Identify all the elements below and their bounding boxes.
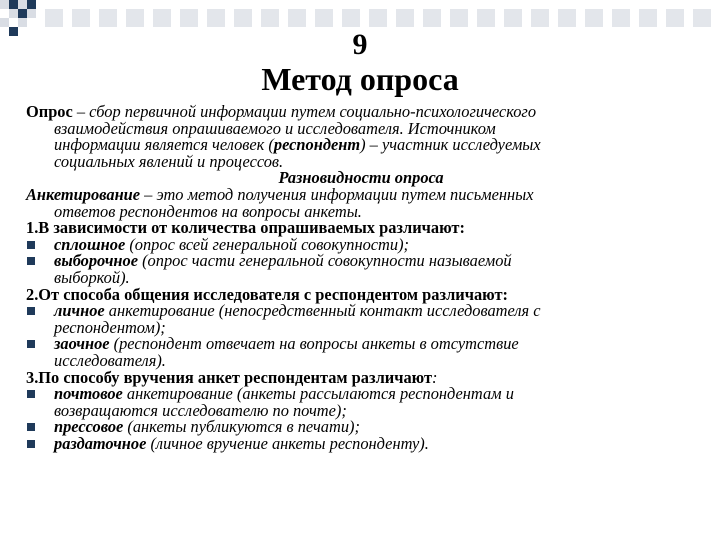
list-item bbox=[26, 253, 696, 286]
square-bullet-icon bbox=[27, 440, 35, 448]
definition-line-3a: информации является человек ( bbox=[54, 135, 274, 155]
item-text: (респондент отвечает на вопросы анкеты в отсутствие bbox=[109, 334, 519, 354]
subtitle: Разновидности опроса bbox=[278, 168, 444, 188]
list-item bbox=[26, 303, 696, 336]
section-heading-3-tail: : bbox=[432, 367, 438, 387]
definition-term: Опрос bbox=[26, 102, 73, 121]
item-text: (анкеты публикуются в печати); bbox=[123, 417, 360, 437]
questionnaire-paragraph bbox=[26, 184, 696, 221]
item-text-cont: исследователя). bbox=[54, 350, 166, 370]
item-text-cont: респондентом); bbox=[54, 317, 166, 337]
section-heading-2: 2.От способа общения исследователя с респондентом различают: bbox=[26, 284, 508, 304]
square-bullet-icon bbox=[27, 307, 35, 315]
item-term: личное bbox=[54, 301, 105, 321]
questionnaire-line-1: – это метод получения информации путем письменных bbox=[140, 184, 534, 204]
definition-line-4: социальных явлений и процессов. bbox=[54, 151, 284, 171]
item-term: прессовое bbox=[54, 417, 124, 437]
questionnaire-line-2: ответов респондентов на вопросы анкеты. bbox=[54, 201, 362, 221]
list-item bbox=[26, 433, 696, 453]
item-text-cont: возвращаются исследователю по почте); bbox=[54, 400, 347, 420]
definition-line-3b: ) – участник исследуемых bbox=[360, 135, 541, 155]
square-bullet-icon bbox=[27, 340, 35, 348]
square-bullet-icon bbox=[27, 257, 35, 265]
item-term: раздаточное bbox=[54, 433, 147, 453]
respondent-term: респондент bbox=[273, 135, 361, 155]
item-term: заочное bbox=[54, 334, 110, 354]
square-bullet-icon bbox=[27, 241, 35, 249]
section-heading-1: 1.В зависимости от количества опрашиваемых различают: bbox=[26, 218, 465, 238]
item-text: анкетирование (непосредственный контакт исследователя с bbox=[104, 301, 541, 321]
definition-paragraph bbox=[26, 104, 696, 170]
item-text: (личное вручение анкеты респонденту). bbox=[146, 433, 429, 453]
slide-number: 9 bbox=[352, 28, 368, 61]
item-text: (опрос всей генеральной совокупности); bbox=[125, 234, 410, 254]
item-term: сплошное bbox=[54, 234, 126, 254]
item-text: анкетирование (анкеты рассылаются респондентам и bbox=[122, 384, 514, 404]
list-item bbox=[26, 336, 696, 369]
item-term: выборочное bbox=[54, 251, 138, 271]
slide-title: Метод опроса bbox=[261, 61, 459, 97]
square-bullet-icon bbox=[27, 390, 35, 398]
square-bullet-icon bbox=[27, 423, 35, 431]
section-heading-3-text: 3.По способу вручения анкет респондентам различают bbox=[26, 367, 433, 387]
definition-line-1: – сбор первичной информации путем социально-психологического bbox=[72, 102, 537, 121]
item-text-cont: выборкой). bbox=[54, 267, 130, 287]
item-text: (опрос части генеральной совокупности называемой bbox=[138, 251, 512, 271]
questionnaire-term: Анкетирование bbox=[26, 184, 141, 204]
slide-content bbox=[26, 104, 696, 452]
definition-line-2: взаимодействия опрашиваемого и исследователя. Источником bbox=[54, 118, 496, 138]
item-term: почтовое bbox=[54, 384, 123, 404]
list-item bbox=[26, 386, 696, 419]
